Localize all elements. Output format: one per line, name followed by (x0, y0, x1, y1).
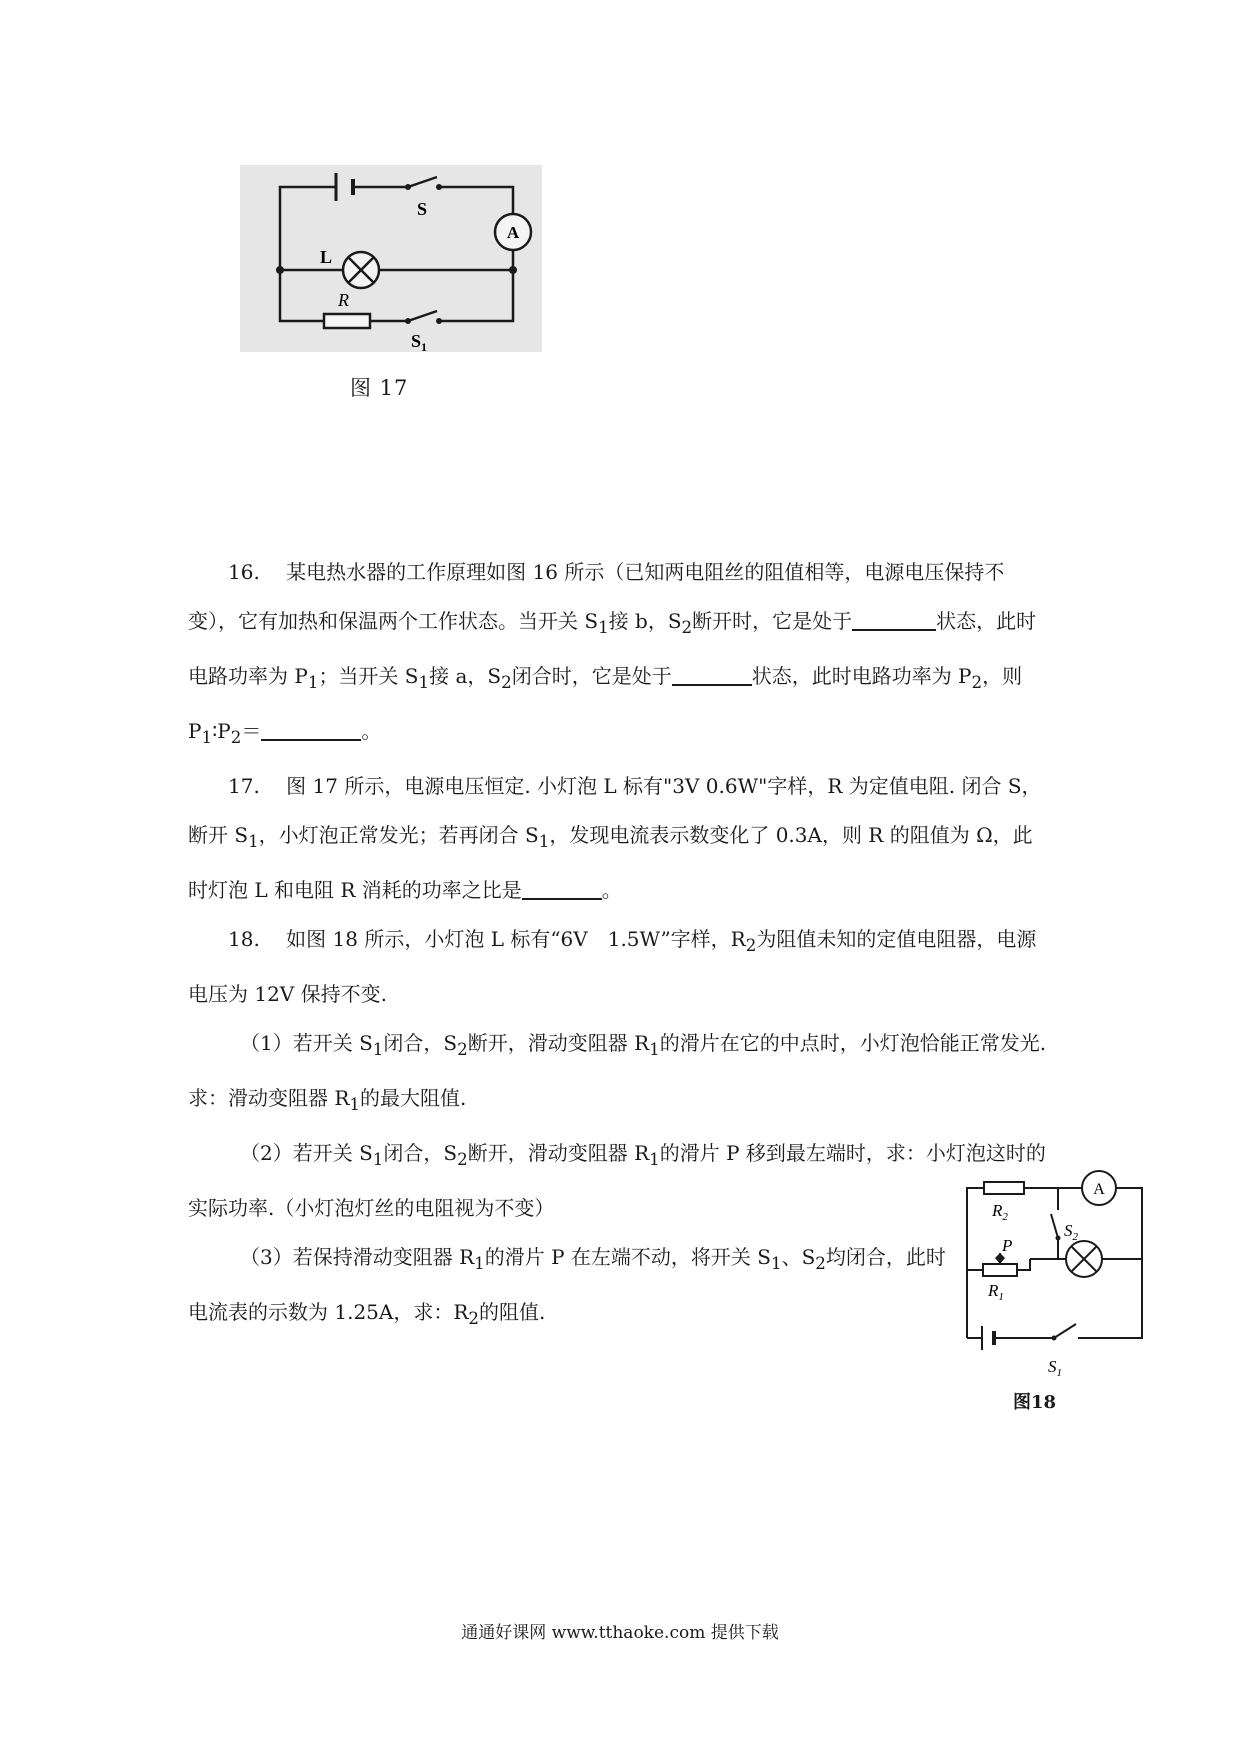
switch-s1-label: $S_1$ (1048, 1357, 1062, 1379)
switch-s1-label: $S_1$ (411, 331, 428, 352)
switch-s2-icon (1051, 1214, 1061, 1241)
switch-s-icon (405, 177, 442, 190)
ammeter-icon (495, 214, 531, 250)
junction-dot (276, 266, 284, 274)
problem-16: 16. 某电热水器的工作原理如图 16 所示（已知两电阻丝的阻值相等，电源电压保持不变），它有加热和保温两个工作状态。当开关 $S_1$接 b，$S_2$断开时，它是处于 状态，此时电路功率为 $P_1$；当开关 $S_1$接 a，$S_2$闭合时，它是处于 状态，此时电路功率为 $P_2$，则 $P_1∶P_2=$ 。 (188, 560, 1037, 747)
switch-s1-icon (1052, 1324, 1077, 1341)
lamp-icon (1066, 1241, 1102, 1277)
rheostat-r1-label: $R_1$ (988, 1281, 1004, 1303)
footer-source: 通通好课网 www.tthaoke.com 提供下载 (461, 1623, 779, 1643)
lamp-icon (343, 252, 379, 288)
problem-list (188, 548, 1050, 1343)
resistor-label: R (338, 290, 349, 310)
lamp-label: L (320, 247, 333, 267)
switch-s-label: S (417, 199, 428, 219)
ammeter-label: A (506, 223, 520, 242)
figure-17-caption: 图 17 (350, 376, 409, 400)
switch-s1-icon (405, 311, 442, 324)
battery-icon (336, 173, 353, 201)
answer-blank[interactable] (852, 607, 936, 631)
circuit-diagram-18 (942, 1150, 1152, 1390)
problem-18: 18. 如图 18 所示，小灯泡 L 标有“6V 1.5W”字样，$R_2$为阻值未知的定值电阻器，电源电压为 12V 保持不变. (188, 927, 1037, 1006)
circuit-diagram-17 (240, 165, 542, 352)
problem-17: 17. 图 17 所示，电源电压恒定. 小灯泡 L 标有"3V 0.6W"字样，R 为定值电阻. 闭合 S，断开 $S_1$，小灯泡正常发光；若再闭合 $S_1$，发现电流表示数变化了 0.3A，则 R 的阻值为 Ω，此时灯泡 L 和电阻 R 消耗的功率之比是 。 (188, 774, 1042, 902)
problem-18-part-2: （2）若开关 $S_1$闭合，$S_2$断开，滑动变阻器 $R_1$的滑片 P 移到最左端时，求：小灯泡这时的实际功率.（小灯泡灯丝的电阻视为不变） (188, 1141, 1046, 1220)
problem-number: 17. (228, 774, 260, 798)
answer-blank[interactable] (522, 876, 602, 900)
ammeter-icon (1082, 1171, 1116, 1205)
resistor-r2-label: $R_2$ (992, 1201, 1008, 1223)
figure-18 (942, 1150, 1152, 1390)
resistor-icon (324, 314, 370, 328)
problem-number: 18. (228, 927, 260, 951)
answer-blank[interactable] (261, 717, 361, 741)
slider-p-label: P (1002, 1236, 1013, 1255)
resistor-r2-icon (984, 1182, 1024, 1194)
problem-18-part-3: （3）若保持滑动变阻器 $R_1$的滑片 P 在左端不动，将开关 $S_1$、$S_2$均闭合，此时电流表的示数为 1.25A，求：$R_2$的阻值. (188, 1245, 946, 1328)
switch-s2-label: $S_2$ (1064, 1221, 1078, 1243)
ammeter-label: A (1093, 1181, 1105, 1198)
figure-17 (240, 165, 542, 352)
problem-number: 16. (228, 560, 260, 584)
battery-icon (982, 1326, 994, 1350)
problem-18-part-1: （1）若开关 $S_1$闭合，$S_2$断开，滑动变阻器 $R_1$的滑片在它的中点时，小灯泡恰能正常发光. 求：滑动变阻器 $R_1$的最大阻值. (188, 1031, 1047, 1114)
figure-18-caption: 图18 (1013, 1392, 1057, 1413)
junction-dot (509, 266, 517, 274)
rheostat-r1-icon (983, 1264, 1017, 1276)
answer-blank[interactable] (672, 662, 752, 686)
